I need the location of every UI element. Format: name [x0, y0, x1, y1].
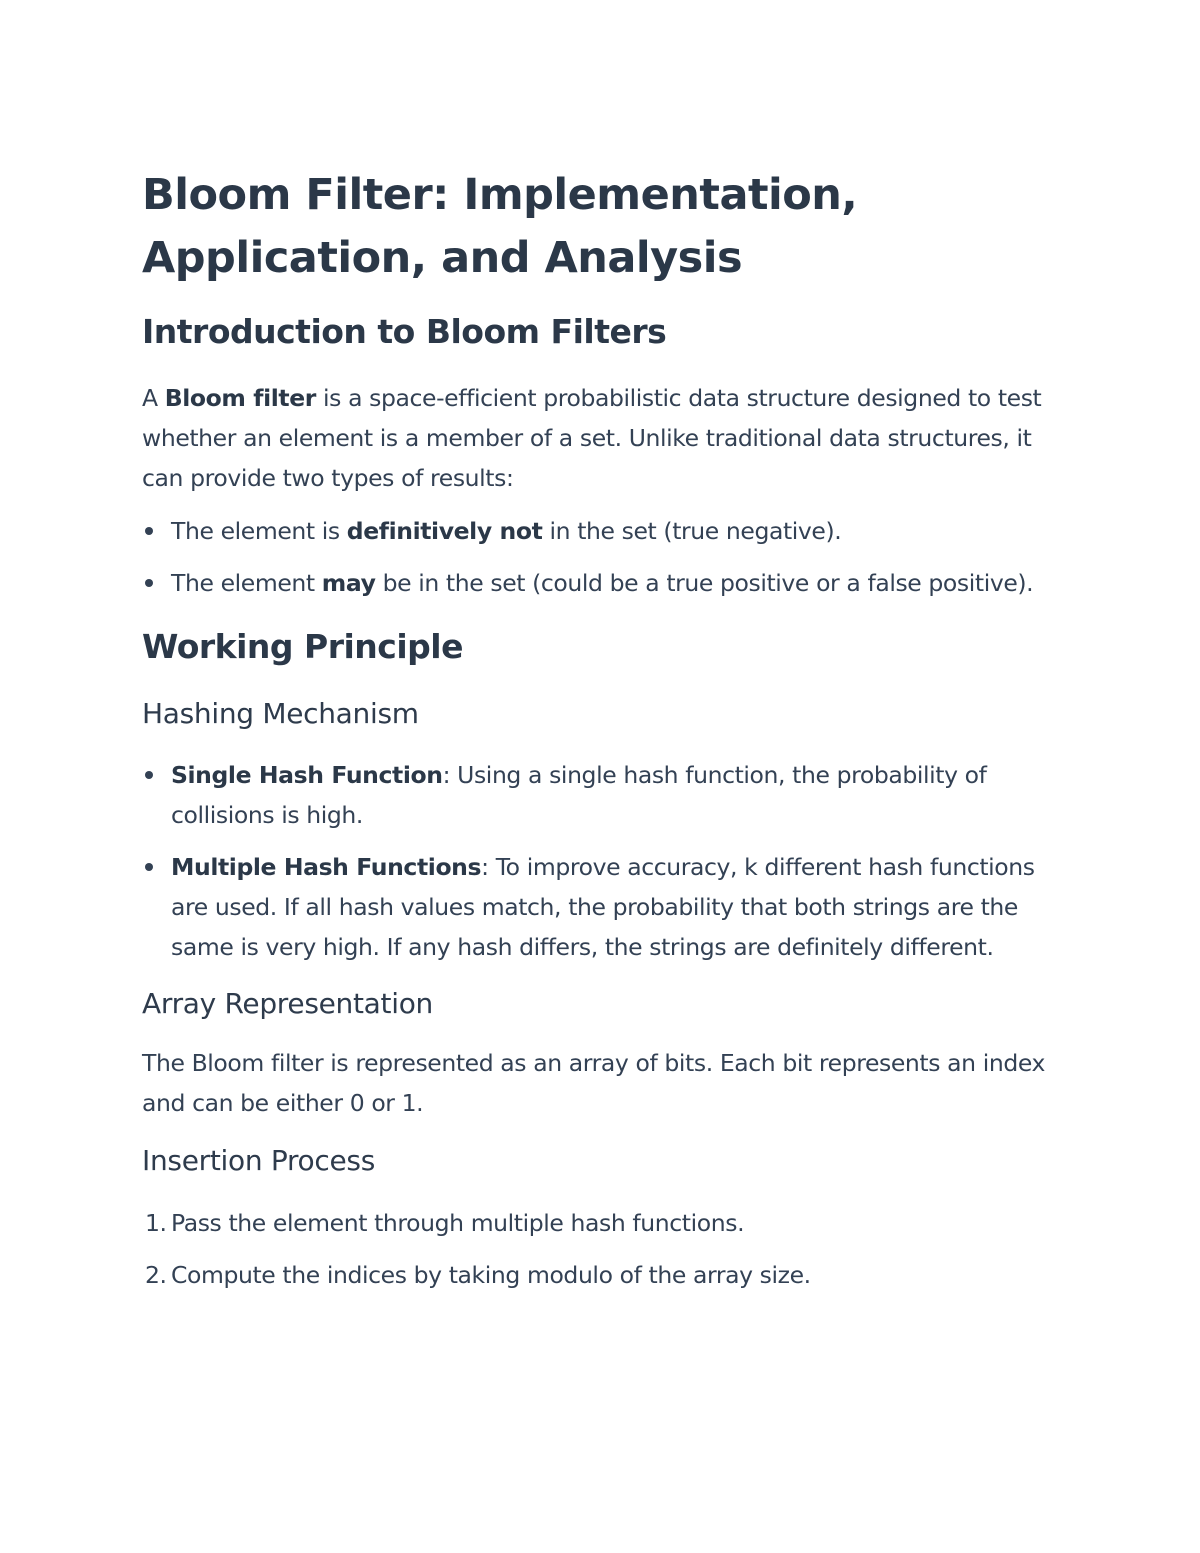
list-item-bold: definitively not [346, 517, 543, 545]
subsection-heading-array: Array Representation [142, 987, 433, 1020]
list-item-text: : Using a single hash function, the probability of collisions is high. [171, 761, 987, 829]
list-item-bold: may [321, 569, 376, 597]
list-item [142, 1203, 1062, 1243]
list-item-text: The element is [171, 517, 347, 545]
list-item-text: The element [171, 569, 322, 597]
intro-bold-term: Bloom filter [164, 384, 316, 412]
list-item [142, 511, 1062, 551]
list-item-bold: Single Hash Function [171, 761, 443, 789]
document-page [142, 160, 1062, 1295]
list-item [142, 755, 1062, 835]
list-item-text: Compute the indices by taking modulo of the array size. [171, 1261, 811, 1289]
subsection-heading-insertion: Insertion Process [142, 1144, 375, 1177]
list-item [142, 847, 1062, 967]
list-item-text: be in the set (could be a true positive or a false positive). [375, 569, 1034, 597]
list-item-text: : To improve accuracy, k different hash functions are used. If all hash values match, the probability that both strings are the same is very high. If any hash differs, the strings are definitely different. [171, 853, 1035, 961]
section-heading-introduction: Introduction to Bloom Filters [142, 312, 667, 351]
section-heading-working-principle: Working Principle [142, 627, 463, 666]
insertion-steps-list [142, 1203, 1062, 1295]
hashing-list [142, 755, 1062, 967]
array-paragraph: The Bloom filter is represented as an array of bits. Each bit represents an index and can be either 0 or 1. [142, 1049, 1045, 1117]
list-item-text: Pass the element through multiple hash functions. [171, 1209, 745, 1237]
intro-text-b: is a space-efficient probabilistic data structure designed to test whether an element is a member of a set. Unlike traditional data structures, it can provide two types of results: [142, 384, 1042, 492]
intro-paragraph [142, 378, 1062, 498]
list-item [142, 563, 1062, 603]
intro-text-a: A [142, 384, 165, 412]
result-types-list [142, 511, 1062, 603]
page-title: Bloom Filter: Implementation, Application, and Analysis [142, 170, 858, 283]
step-number: 1. [145, 1209, 167, 1237]
subsection-heading-hashing: Hashing Mechanism [142, 697, 419, 730]
list-item-text: in the set (true negative). [542, 517, 842, 545]
step-number: 2. [145, 1261, 167, 1289]
list-item [142, 1255, 1062, 1295]
list-item-bold: Multiple Hash Functions [171, 853, 482, 881]
